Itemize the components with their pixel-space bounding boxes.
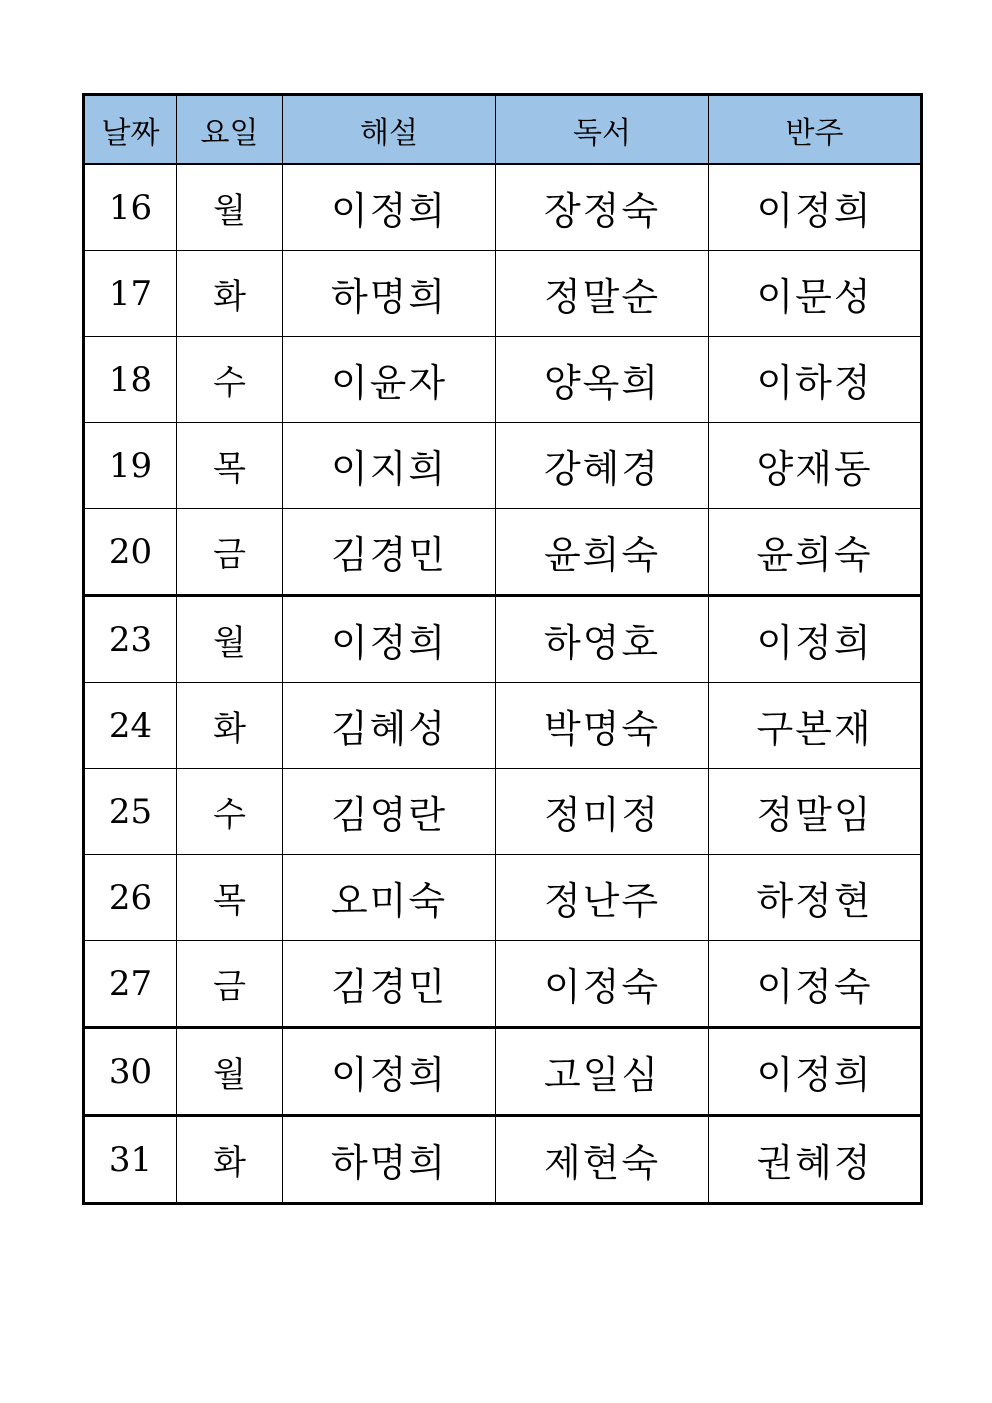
header-reading: 독서 bbox=[496, 95, 709, 165]
day-cell: 목 bbox=[177, 855, 283, 941]
commentary-cell: 이정희 bbox=[283, 164, 496, 251]
reading-cell: 강혜경 bbox=[496, 423, 709, 509]
table-row bbox=[84, 769, 922, 855]
day-cell: 화 bbox=[177, 1116, 283, 1204]
accompaniment-cell: 구본재 bbox=[709, 683, 922, 769]
date-cell: 19 bbox=[84, 423, 177, 509]
date-cell: 23 bbox=[84, 596, 177, 683]
reading-cell: 박명숙 bbox=[496, 683, 709, 769]
commentary-cell: 김경민 bbox=[283, 509, 496, 596]
accompaniment-cell: 이하정 bbox=[709, 337, 922, 423]
day-cell: 수 bbox=[177, 769, 283, 855]
header-row bbox=[84, 95, 922, 165]
reading-cell: 윤희숙 bbox=[496, 509, 709, 596]
day-cell: 화 bbox=[177, 251, 283, 337]
table-row bbox=[84, 251, 922, 337]
day-cell: 월 bbox=[177, 164, 283, 251]
header-day: 요일 bbox=[177, 95, 283, 165]
accompaniment-cell: 권혜정 bbox=[709, 1116, 922, 1204]
reading-cell: 이정숙 bbox=[496, 941, 709, 1028]
accompaniment-cell: 정말임 bbox=[709, 769, 922, 855]
date-cell: 25 bbox=[84, 769, 177, 855]
accompaniment-cell: 이정희 bbox=[709, 164, 922, 251]
commentary-cell: 이윤자 bbox=[283, 337, 496, 423]
date-cell: 27 bbox=[84, 941, 177, 1028]
table-row bbox=[84, 683, 922, 769]
header-accompaniment: 반주 bbox=[709, 95, 922, 165]
day-cell: 금 bbox=[177, 509, 283, 596]
commentary-cell: 이정희 bbox=[283, 1028, 496, 1116]
accompaniment-cell: 하정현 bbox=[709, 855, 922, 941]
reading-cell: 정말순 bbox=[496, 251, 709, 337]
table-row bbox=[84, 596, 922, 683]
commentary-cell: 김혜성 bbox=[283, 683, 496, 769]
commentary-cell: 이지희 bbox=[283, 423, 496, 509]
accompaniment-cell: 이정희 bbox=[709, 596, 922, 683]
day-cell: 목 bbox=[177, 423, 283, 509]
schedule-table bbox=[82, 93, 923, 1205]
commentary-cell: 김경민 bbox=[283, 941, 496, 1028]
reading-cell: 장정숙 bbox=[496, 164, 709, 251]
header-date: 날짜 bbox=[84, 95, 177, 165]
table-row bbox=[84, 1116, 922, 1204]
reading-cell: 양옥희 bbox=[496, 337, 709, 423]
date-cell: 26 bbox=[84, 855, 177, 941]
date-cell: 20 bbox=[84, 509, 177, 596]
header-commentary: 해설 bbox=[283, 95, 496, 165]
reading-cell: 하영호 bbox=[496, 596, 709, 683]
day-cell: 월 bbox=[177, 596, 283, 683]
table-row bbox=[84, 337, 922, 423]
day-cell: 월 bbox=[177, 1028, 283, 1116]
reading-cell: 정미정 bbox=[496, 769, 709, 855]
reading-cell: 제현숙 bbox=[496, 1116, 709, 1204]
table-row bbox=[84, 941, 922, 1028]
accompaniment-cell: 윤희숙 bbox=[709, 509, 922, 596]
reading-cell: 고일심 bbox=[496, 1028, 709, 1116]
day-cell: 금 bbox=[177, 941, 283, 1028]
table-row bbox=[84, 855, 922, 941]
commentary-cell: 하명희 bbox=[283, 251, 496, 337]
commentary-cell: 이정희 bbox=[283, 596, 496, 683]
commentary-cell: 하명희 bbox=[283, 1116, 496, 1204]
day-cell: 수 bbox=[177, 337, 283, 423]
date-cell: 16 bbox=[84, 164, 177, 251]
commentary-cell: 김영란 bbox=[283, 769, 496, 855]
date-cell: 18 bbox=[84, 337, 177, 423]
accompaniment-cell: 이정희 bbox=[709, 1028, 922, 1116]
table-row bbox=[84, 164, 922, 251]
date-cell: 17 bbox=[84, 251, 177, 337]
table-row bbox=[84, 423, 922, 509]
commentary-cell: 오미숙 bbox=[283, 855, 496, 941]
accompaniment-cell: 양재동 bbox=[709, 423, 922, 509]
date-cell: 30 bbox=[84, 1028, 177, 1116]
table-row bbox=[84, 509, 922, 596]
accompaniment-cell: 이문성 bbox=[709, 251, 922, 337]
accompaniment-cell: 이정숙 bbox=[709, 941, 922, 1028]
reading-cell: 정난주 bbox=[496, 855, 709, 941]
date-cell: 24 bbox=[84, 683, 177, 769]
date-cell: 31 bbox=[84, 1116, 177, 1204]
day-cell: 화 bbox=[177, 683, 283, 769]
table-row bbox=[84, 1028, 922, 1116]
